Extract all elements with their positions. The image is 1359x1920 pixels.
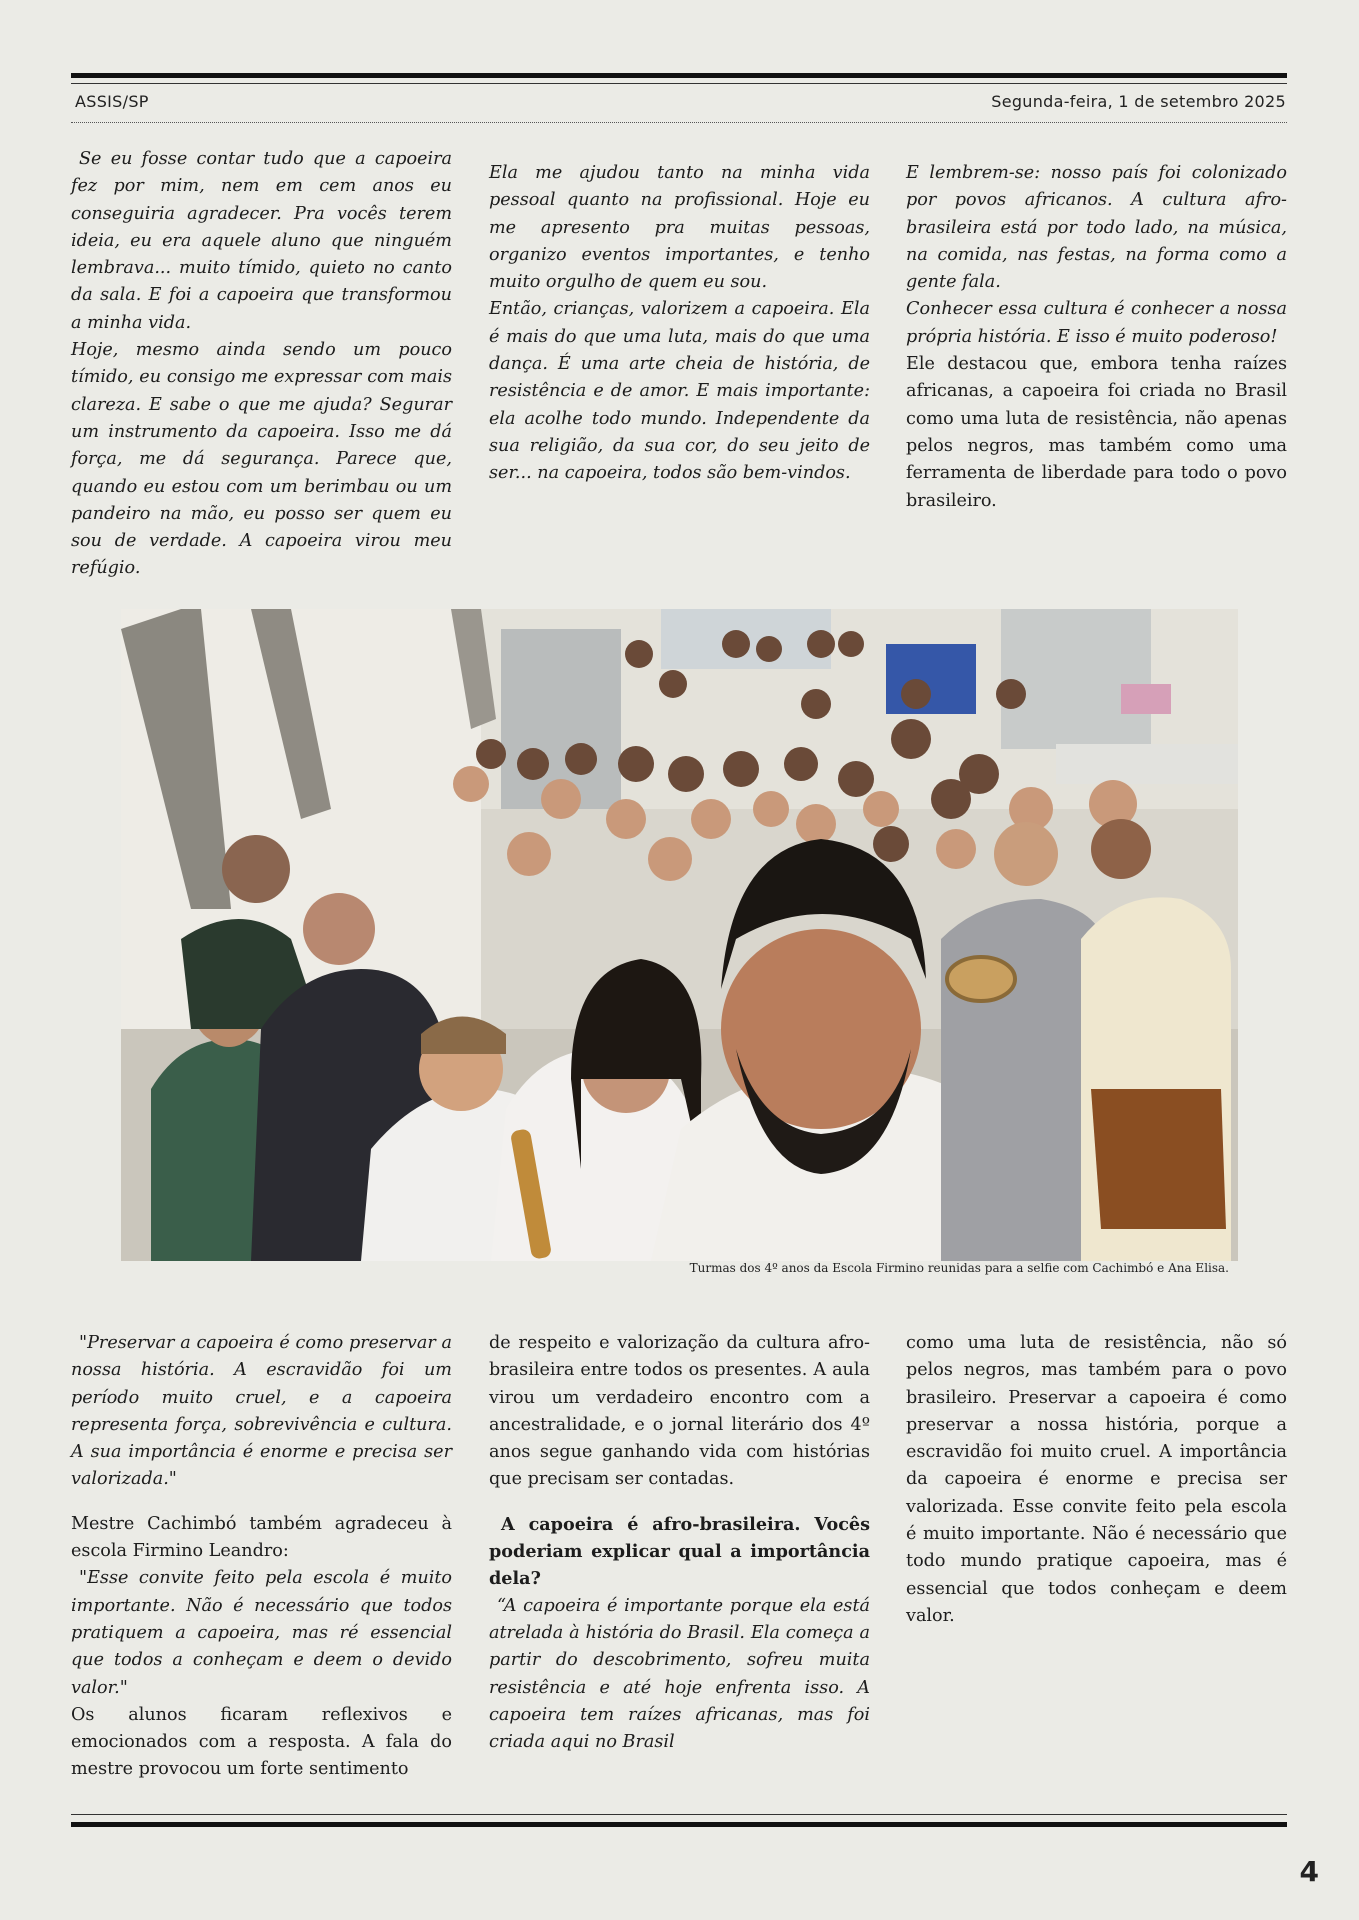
bottom-column-1	[71, 1330, 452, 1784]
footer-rule-thick	[71, 1822, 1287, 1827]
paragraph: Conhecer essa cultura é conhecer a nossa própria história. E isso é muito poderoso!	[906, 299, 1287, 347]
paragraph-spacer	[71, 1494, 452, 1511]
top-column-3	[906, 160, 1287, 515]
header-rule-thick	[71, 73, 1287, 78]
page-number: 4	[1299, 1855, 1319, 1888]
paragraph: Ela me ajudou tanto na minha vida pessoal quanto na profissional. Hoje eu me apresento pra muitas pessoas, organizo eventos importantes, e tenho muito orgulho de quem eu sou.	[489, 163, 870, 293]
quote-paragraph: "Preservar a capoeira é como preservar a nossa história. A escravidão foi um período muito cruel, e a capoeira representa força, sobrevivência e cultura. A sua importância é enorme e precisa ser valorizada."	[71, 1333, 452, 1490]
paragraph: Hoje, mesmo ainda sendo um pouco tímido, eu consigo me expressar com mais clareza. E sabe o que me ajuda? Segurar um instrumento da capoeira. Isso me dá força, me dá segurança. Parece que, quando eu estou com um berimbau ou um pandeiro na mão, eu posso ser quem eu sou de verdade. A capoeira virou meu refúgio.	[71, 340, 452, 579]
paragraph: Se eu fosse contar tudo que a capoeira fez por mim, nem em cem anos eu conseguiria agradecer. Pra vocês terem ideia, eu era aquele aluno que ninguém lembrava... muito tímido, quieto no canto da sala. E foi a capoeira que transformou a minha vida.	[71, 149, 452, 333]
photo-caption: Turmas dos 4º anos da Escola Firmino reunidas para a selfie com Cachimbó e Ana Elisa.	[689, 1261, 1229, 1275]
header-rule-dotted	[71, 122, 1287, 123]
quote-paragraph: “A capoeira é importante porque ela está atrelada à história do Brasil. Ela começa a partir do descobrimento, sofreu muita resistência e até hoje enfrenta isso. A capoeira tem raízes africanas, mas foi criada aqui no Brasil	[489, 1595, 870, 1753]
footer-rule-thin	[71, 1814, 1287, 1815]
top-column-2	[489, 160, 870, 488]
top-column-1	[71, 146, 452, 583]
paragraph: Então, crianças, valorizem a capoeira. Ela é mais do que uma luta, mais do que uma dança. É uma arte cheia de história, de resistência e de amor. E mais importante: ela acolhe todo mundo. Independente da sua religião, da sua cor, do seu jeito de ser... na capoeira, todos são bem-vindos.	[489, 299, 870, 484]
paragraph: como uma luta de resistência, não só pelos negros, mas também para o povo brasileiro. Preservar a capoeira é como preservar a nossa história, porque a escravidão foi muito cruel. A importância da capoeira é enorme e precisa ser valorizada. Esse convite feito pela escola é muito importante. Não é necessário que todo mundo pratique capoeira, mas é essencial que todos conheçam e deem valor.	[906, 1333, 1287, 1626]
group-selfie-photo	[121, 609, 1238, 1261]
interview-question: A capoeira é afro-brasileira. Vocês poderiam explicar qual a importância dela?	[489, 1513, 870, 1590]
bottom-column-2	[489, 1330, 870, 1756]
header-rule-thin	[71, 83, 1287, 84]
header-date: Segunda-feira, 1 de setembro 2025	[991, 92, 1286, 111]
paragraph: Os alunos ficaram reflexivos e emocionados com a resposta. A fala do mestre provocou um forte sentimento	[71, 1704, 452, 1780]
quote-paragraph: "Esse convite feito pela escola é muito importante. Não é necessário que todos pratiquem a capoeira, mas ré essencial que todos a conheçam e deem o devido valor."	[71, 1568, 452, 1698]
paragraph: E lembrem-se: nosso país foi colonizado por povos africanos. A cultura afro-brasileira está por todo lado, na música, na comida, nas festas, na forma como a gente fala.	[906, 163, 1287, 293]
bottom-column-3	[906, 1330, 1287, 1630]
paragraph-spacer	[489, 1494, 870, 1511]
paragraph: Mestre Cachimbó também agradeceu à escola Firmino Leandro:	[71, 1513, 452, 1562]
paragraph: de respeito e valorização da cultura afro-brasileira entre todos os presentes. A aula virou um verdadeiro encontro com a ancestralidade, e o jornal literário dos 4º anos segue ganhando vida com histórias que precisam ser contadas.	[489, 1333, 870, 1490]
header-location: ASSIS/SP	[75, 92, 149, 111]
paragraph: Ele destacou que, embora tenha raízes africanas, a capoeira foi criada no Brasil como uma luta de resistência, não apenas pelos negros, mas também como uma ferramenta de liberdade para todo o povo brasileiro.	[906, 354, 1287, 511]
classroom-illustration	[121, 609, 1238, 1261]
